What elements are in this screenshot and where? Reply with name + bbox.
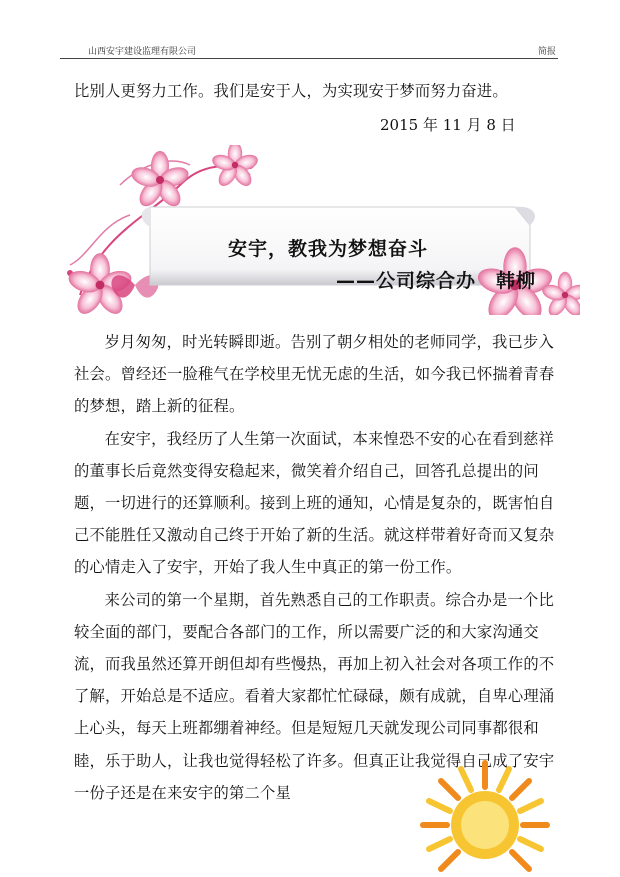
document-type: 简报 (537, 47, 556, 57)
paragraph: 在安宇，我经历了人生第一次面试，本来惶恐不安的心在看到慈祥的董事长后竟然变得安稳起来，微笑着介绍自己，回答孔总提出的问题，一切进行的还算顺利。接到上班的通知，心情是复杂的，既害怕自己不能胜任又激动自己终于开始了新的生活。就这样带着好奇而又复杂的心情走入了安宇，开始了我人生中真正的第一份工作。 (74, 429, 555, 577)
paragraph: 岁月匆匆，时光转瞬即逝。告别了朝夕相处的老师同学，我已步入社会。曾经还一脸稚气在学校里无忧无虑的生活，如今我已怀揣着青春的梦想，踏上新的征程。 (74, 333, 555, 416)
company-name: 山西安宇建设监理有限公司 (88, 47, 197, 57)
article-date: 2015 年 11 月 8 日 (380, 116, 516, 134)
sun-icon (410, 745, 560, 875)
article-byline: ——公司综合办 韩柳 (336, 270, 537, 292)
paragraph: 来公司的第一个星期，首先熟悉自己的工作职责。综合办是一个比较全面的部门，要配合各部门的工作，所以需要广泛的和大家沟通交流，而我虽然还算开朗但却有些慢热，再加上初入社会对各项工作的不了解，开始总是不适应。看着大家都忙忙碌碌，颇有成就，自卑心理涌上心头，每天上班都绷着神经。但是短短几天就发现公司同事都很和睦，乐于助人，让我也觉得轻松了许多。但真正让我觉得自己成了安宇一份子还是在来安宇的第二个星 (74, 590, 555, 802)
previous-article-last-line: 比别人更努力工作。我们是安于人，为实现安于梦而努力奋进。 (74, 82, 508, 100)
page-header (60, 38, 558, 59)
article-title: 安宇，教我为梦想奋斗 (228, 238, 429, 260)
article-body (74, 326, 560, 809)
